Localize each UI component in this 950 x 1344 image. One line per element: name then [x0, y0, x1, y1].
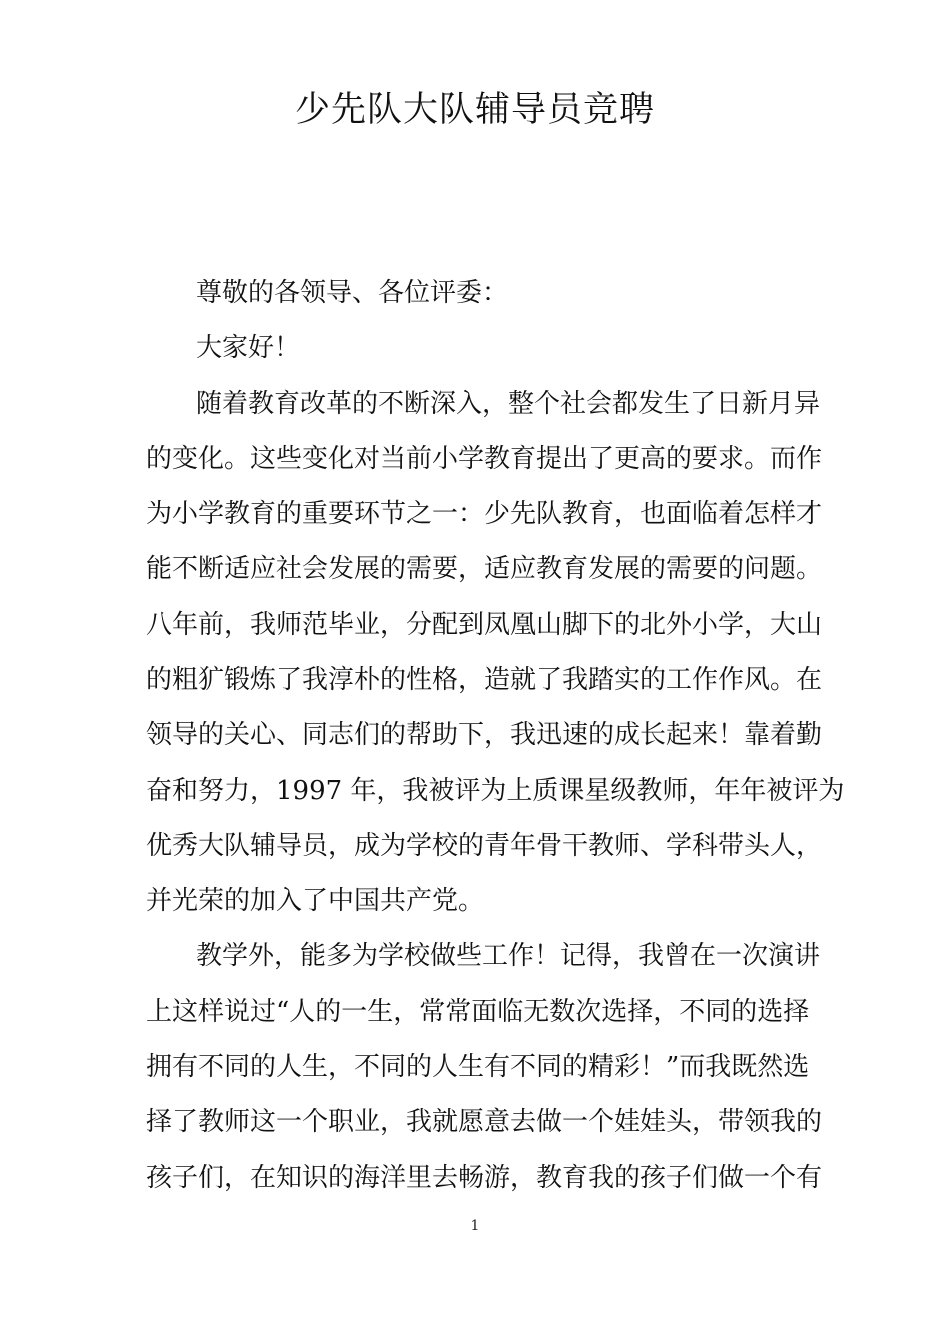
body-line: 拥有不同的人生，不同的人生有不同的精彩！”而我既然选	[146, 1052, 810, 1082]
page-number: 1	[470, 1218, 480, 1234]
body-line: 教学外，能多为学校做些工作！记得，我曾在一次演讲	[196, 941, 821, 971]
salutation-line: 尊敬的各领导、各位评委：	[196, 278, 509, 308]
body-line: 的变化。这些变化对当前小学教育提出了更高的要求。而作	[146, 444, 823, 474]
body-line: 优秀大队辅导员，成为学校的青年骨干教师、学科带头人，	[146, 831, 823, 861]
body-line: 并光荣的加入了中国共产党。	[146, 886, 485, 916]
body-line: 择了教师这一个职业，我就愿意去做一个娃娃头，带领我的	[146, 1107, 823, 1137]
body-line: 孩子们，在知识的海洋里去畅游，教育我的孩子们做一个有	[146, 1163, 823, 1193]
body-line: 领导的关心、同志们的帮助下，我迅速的成长起来！靠着勤	[146, 720, 823, 750]
document-title: 少先队大队辅导员竞聘	[294, 90, 655, 130]
body-line: 奋和努力，1997 年，我被评为上质课星级教师，年年被评为	[146, 776, 845, 806]
greeting-line: 大家好！	[196, 333, 301, 363]
body-line: 上这样说过“人的一生，常常面临无数次选择，不同的选择	[146, 997, 810, 1027]
body-line: 能不断适应社会发展的需要，适应教育发展的需要的问题。	[146, 554, 823, 584]
body-line: 的粗犷锻炼了我淳朴的性格，造就了我踏实的工作作风。在	[146, 665, 823, 695]
body-line: 八年前，我师范毕业，分配到凤凰山脚下的北外小学，大山	[146, 610, 823, 640]
body-line: 随着教育改革的不断深入，整个社会都发生了日新月异	[196, 389, 821, 419]
body-line: 为小学教育的重要环节之一：少先队教育，也面临着怎样才	[146, 499, 823, 529]
